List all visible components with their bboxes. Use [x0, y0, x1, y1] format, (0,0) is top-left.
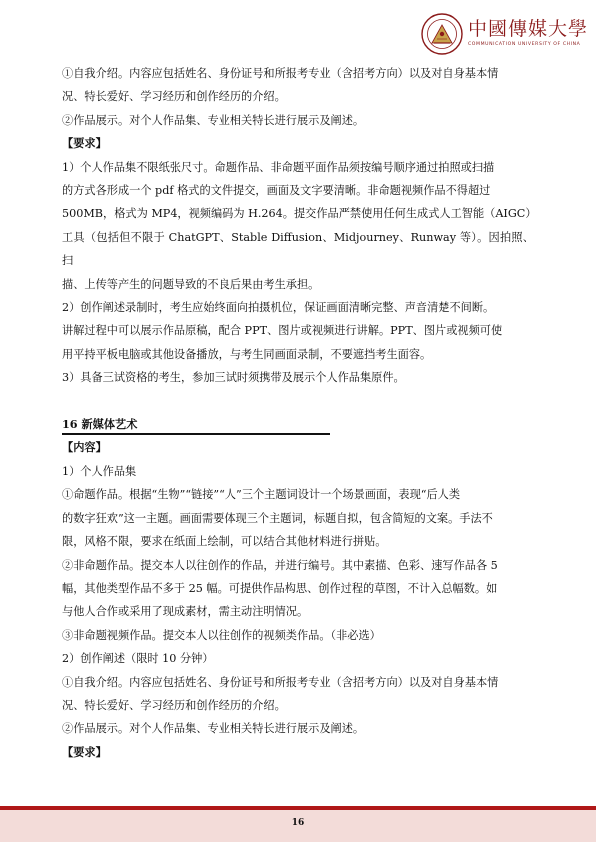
- blank-line: [62, 390, 534, 413]
- paragraph-line: 工具（包括但不限于 ChatGPT、Stable Diffusion、Midjourney、Runway 等）。因拍照、扫: [62, 230, 534, 268]
- paragraph-line: ②作品展示。对个人作品集、专业相关特长进行展示及阐述。: [62, 722, 365, 736]
- document-body: [62, 62, 537, 764]
- paragraph-line: 1）个人作品集: [62, 464, 137, 478]
- paragraph-line: 3）具备三试资格的考生，参加三试时须携带及展示个人作品集原件。: [62, 371, 405, 385]
- paragraph-line: 况、特长爱好、学习经历和创作经历的介绍。: [62, 698, 286, 712]
- requirements-heading: 【要求】: [62, 136, 107, 151]
- paragraph-line: 1）个人作品集不限纸张尺寸。命题作品、非命题平面作品须按编号顺序通过拍照或扫描: [62, 160, 495, 174]
- paragraph-line: ①命题作品。根据“生物”“链接”“人”三个主题词设计一个场景画面，表现“后人类: [62, 488, 461, 502]
- paragraph-line: 与他人合作或采用了现成素材，需主动注明情况。: [62, 605, 309, 619]
- paragraph-line: 限，风格不限，要求在纸面上绘制，可以结合其他材料进行拼贴。: [62, 535, 387, 549]
- school-name-english: COMMUNICATION UNIVERSITY OF CHINA: [468, 42, 581, 47]
- paragraph-line: ③非命题视频作品。提交本人以往创作的视频类作品。（非必选）: [62, 628, 381, 642]
- paragraph-line: 幅，其他类型作品不多于 25 幅。可提供作品构思、创作过程的草图，不计入总幅数。如: [62, 581, 498, 595]
- content-heading: 【内容】: [62, 440, 107, 455]
- paragraph-line: ②非命题作品。提交本人以往创作的作品，并进行编号。其中素描、色彩、速写作品各 5: [62, 558, 498, 572]
- paragraph-line: 用平持平板电脑或其他设备播放，与考生同画面录制，不要遮挡考生面容。: [62, 347, 432, 361]
- paragraph-line: 的数字狂欢”这一主题。画面需要体现三个主题词，标题自拟，包含简短的文案。手法不: [62, 511, 493, 525]
- paragraph-line: ②作品展示。对个人作品集、专业相关特长进行展示及阐述。: [62, 113, 365, 127]
- paragraph-line: 描、上传等产生的问题导致的不良后果由考生承担。: [62, 277, 320, 291]
- paragraph-line: 况、特长爱好、学习经历和创作经历的介绍。: [62, 90, 286, 104]
- school-name: 中國傳媒大學: [468, 18, 589, 40]
- paragraph-line: 的方式各形成一个 pdf 格式的文件提交，画面及文字要清晰。非命题视频作品不得超过: [62, 184, 491, 198]
- paragraph-line: 讲解过程中可以展示作品原稿，配合 PPT、图片或视频进行讲解。PPT、图片或视频可使: [62, 324, 503, 338]
- paragraph-line: ①自我介绍。内容应包括姓名、身份证号和所报考专业（含招考方向）以及对自身基本情: [62, 67, 499, 80]
- paragraph-line: 500MB，格式为 MP4，视频编码为 H.264。提交作品严禁使用任何生成式人工智能（AIGC）: [62, 207, 537, 221]
- header-logo: [420, 12, 590, 58]
- section-title: 16 新媒体艺术: [62, 417, 138, 432]
- paragraph-line: 2）创作阐述（限时 10 分钟）: [62, 652, 214, 666]
- page-number: 16: [291, 818, 305, 828]
- paragraph-line: 2）创作阐述录制时，考生应始终面向拍摄机位，保证画面清晰完整、声音清楚不间断。: [62, 301, 495, 315]
- university-seal-icon: [420, 12, 464, 56]
- paragraph-line: ①自我介绍。内容应包括姓名、身份证号和所报考专业（含招考方向）以及对自身基本情: [62, 675, 499, 689]
- requirements-heading: 【要求】: [62, 744, 107, 759]
